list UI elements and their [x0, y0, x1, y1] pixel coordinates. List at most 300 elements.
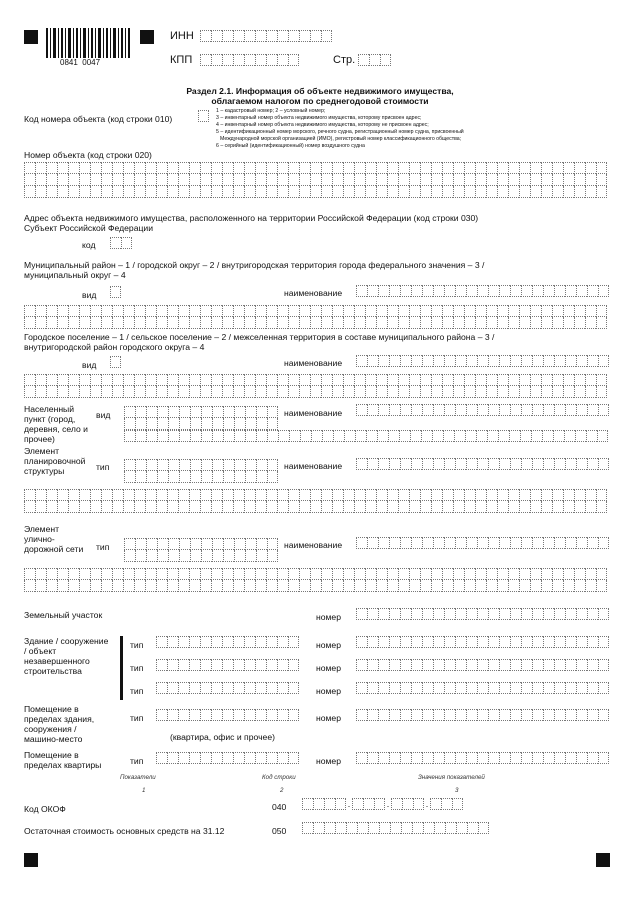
input-cell[interactable]: [409, 580, 420, 592]
input-cell[interactable]: [256, 459, 267, 471]
input-cell[interactable]: [367, 709, 378, 721]
input-cell[interactable]: [233, 186, 244, 198]
input-cell[interactable]: [389, 608, 400, 620]
input-cell[interactable]: [508, 568, 519, 580]
input-cell[interactable]: [277, 501, 288, 513]
input-cell[interactable]: [123, 174, 134, 186]
input-cell[interactable]: [453, 174, 464, 186]
input-cell[interactable]: [499, 355, 510, 367]
input-cell[interactable]: [255, 501, 266, 513]
input-cell[interactable]: [565, 537, 576, 549]
input-cell[interactable]: [189, 305, 200, 317]
input-cell[interactable]: [24, 162, 35, 174]
input-cell[interactable]: [563, 374, 574, 386]
page-field[interactable]: [358, 54, 391, 66]
planning-type-row-2[interactable]: [124, 471, 278, 483]
input-cell[interactable]: [35, 174, 46, 186]
input-cell[interactable]: [35, 580, 46, 592]
input-cell[interactable]: [532, 404, 543, 416]
input-cell[interactable]: [212, 538, 223, 550]
building-type-field-1[interactable]: [156, 636, 299, 648]
input-cell[interactable]: [508, 317, 519, 329]
input-cell[interactable]: [398, 174, 409, 186]
input-cell[interactable]: [389, 659, 400, 671]
input-cell[interactable]: [365, 162, 376, 174]
input-cell[interactable]: [332, 317, 343, 329]
input-cell[interactable]: [189, 636, 200, 648]
input-cell[interactable]: [346, 822, 357, 834]
input-cell[interactable]: [466, 355, 477, 367]
input-cell[interactable]: [565, 636, 576, 648]
input-cell[interactable]: [431, 186, 442, 198]
input-cell[interactable]: [445, 822, 456, 834]
input-cell[interactable]: [565, 355, 576, 367]
building-number-field-2[interactable]: [356, 659, 609, 671]
input-cell[interactable]: [543, 608, 554, 620]
input-cell[interactable]: [288, 752, 299, 764]
input-cell[interactable]: [288, 489, 299, 501]
input-cell[interactable]: [244, 386, 255, 398]
input-cell[interactable]: [532, 355, 543, 367]
input-cell[interactable]: [587, 458, 598, 470]
input-cell[interactable]: [35, 317, 46, 329]
input-cell[interactable]: [57, 186, 68, 198]
input-cell[interactable]: [398, 568, 409, 580]
input-cell[interactable]: [24, 568, 35, 580]
input-cell[interactable]: [543, 458, 554, 470]
input-cell[interactable]: [167, 374, 178, 386]
input-cell[interactable]: [356, 752, 367, 764]
input-cell[interactable]: [244, 636, 255, 648]
input-cell[interactable]: [475, 580, 486, 592]
input-cell[interactable]: [508, 186, 519, 198]
input-cell[interactable]: [598, 709, 609, 721]
input-cell[interactable]: [277, 174, 288, 186]
input-cell[interactable]: [519, 162, 530, 174]
input-cell[interactable]: [332, 568, 343, 580]
input-cell[interactable]: [68, 374, 79, 386]
input-cell[interactable]: [455, 636, 466, 648]
input-cell[interactable]: [234, 538, 245, 550]
input-cell[interactable]: [508, 374, 519, 386]
input-cell[interactable]: [574, 489, 585, 501]
input-cell[interactable]: [521, 608, 532, 620]
input-cell[interactable]: [585, 374, 596, 386]
input-cell[interactable]: [374, 798, 385, 810]
input-cell[interactable]: [411, 404, 422, 416]
input-cell[interactable]: [68, 501, 79, 513]
input-cell[interactable]: [466, 752, 477, 764]
input-cell[interactable]: [211, 186, 222, 198]
input-cell[interactable]: [563, 174, 574, 186]
input-cell[interactable]: [508, 386, 519, 398]
input-cell[interactable]: [409, 374, 420, 386]
input-cell[interactable]: [310, 162, 321, 174]
input-cell[interactable]: [354, 305, 365, 317]
input-cell[interactable]: [35, 501, 46, 513]
input-cell[interactable]: [365, 580, 376, 592]
input-cell[interactable]: [310, 489, 321, 501]
input-cell[interactable]: [244, 568, 255, 580]
input-cell[interactable]: [255, 162, 266, 174]
input-cell[interactable]: [400, 636, 411, 648]
input-cell[interactable]: [167, 386, 178, 398]
input-cell[interactable]: [156, 186, 167, 198]
input-cell[interactable]: [376, 386, 387, 398]
input-cell[interactable]: [365, 374, 376, 386]
object-number-row-1[interactable]: [24, 162, 607, 174]
input-cell[interactable]: [245, 459, 256, 471]
street-name-row-1[interactable]: [356, 537, 609, 549]
input-cell[interactable]: [422, 709, 433, 721]
input-cell[interactable]: [420, 374, 431, 386]
input-cell[interactable]: [543, 355, 554, 367]
input-cell[interactable]: [124, 406, 135, 418]
input-cell[interactable]: [466, 709, 477, 721]
input-cell[interactable]: [255, 317, 266, 329]
input-cell[interactable]: [145, 305, 156, 317]
input-cell[interactable]: [519, 374, 530, 386]
input-cell[interactable]: [596, 374, 607, 386]
settlement-name-row-1[interactable]: [356, 355, 609, 367]
input-cell[interactable]: [255, 682, 266, 694]
input-cell[interactable]: [233, 580, 244, 592]
input-cell[interactable]: [178, 501, 189, 513]
input-cell[interactable]: [488, 404, 499, 416]
input-cell[interactable]: [354, 489, 365, 501]
input-cell[interactable]: [596, 162, 607, 174]
input-cell[interactable]: [310, 174, 321, 186]
input-cell[interactable]: [497, 174, 508, 186]
input-cell[interactable]: [356, 608, 367, 620]
input-cell[interactable]: [266, 489, 277, 501]
input-cell[interactable]: [510, 355, 521, 367]
input-cell[interactable]: [79, 162, 90, 174]
input-cell[interactable]: [378, 636, 389, 648]
input-cell[interactable]: [475, 386, 486, 398]
input-cell[interactable]: [442, 186, 453, 198]
input-cell[interactable]: [134, 317, 145, 329]
input-cell[interactable]: [134, 186, 145, 198]
input-cell[interactable]: [157, 430, 168, 442]
input-cell[interactable]: [277, 636, 288, 648]
input-cell[interactable]: [519, 580, 530, 592]
input-cell[interactable]: [411, 659, 422, 671]
input-cell[interactable]: [310, 305, 321, 317]
input-cell[interactable]: [367, 404, 378, 416]
input-cell[interactable]: [24, 580, 35, 592]
input-cell[interactable]: [411, 709, 422, 721]
input-cell[interactable]: [365, 305, 376, 317]
input-cell[interactable]: [587, 355, 598, 367]
input-cell[interactable]: [477, 636, 488, 648]
input-cell[interactable]: [90, 305, 101, 317]
input-cell[interactable]: [244, 317, 255, 329]
input-cell[interactable]: [343, 305, 354, 317]
input-cell[interactable]: [145, 489, 156, 501]
input-cell[interactable]: [288, 580, 299, 592]
input-cell[interactable]: [156, 568, 167, 580]
input-cell[interactable]: [234, 430, 245, 442]
input-cell[interactable]: [475, 501, 486, 513]
settlement-type-field[interactable]: [110, 356, 121, 368]
input-cell[interactable]: [413, 798, 424, 810]
input-cell[interactable]: [112, 489, 123, 501]
input-cell[interactable]: [488, 636, 499, 648]
input-cell[interactable]: [422, 537, 433, 549]
input-cell[interactable]: [256, 418, 267, 430]
input-cell[interactable]: [497, 305, 508, 317]
input-cell[interactable]: [475, 374, 486, 386]
input-cell[interactable]: [245, 471, 256, 483]
input-cell[interactable]: [488, 285, 499, 297]
input-cell[interactable]: [442, 386, 453, 398]
input-cell[interactable]: [156, 752, 167, 764]
input-cell[interactable]: [201, 418, 212, 430]
input-cell[interactable]: [211, 305, 222, 317]
input-cell[interactable]: [256, 406, 267, 418]
input-cell[interactable]: [443, 430, 454, 442]
input-cell[interactable]: [464, 386, 475, 398]
input-cell[interactable]: [299, 580, 310, 592]
input-cell[interactable]: [256, 550, 267, 562]
input-cell[interactable]: [433, 608, 444, 620]
input-cell[interactable]: [376, 374, 387, 386]
input-cell[interactable]: [244, 305, 255, 317]
input-cell[interactable]: [223, 418, 234, 430]
input-cell[interactable]: [356, 537, 367, 549]
input-cell[interactable]: [145, 374, 156, 386]
input-cell[interactable]: [222, 568, 233, 580]
input-cell[interactable]: [409, 174, 420, 186]
input-cell[interactable]: [367, 752, 378, 764]
input-cell[interactable]: [585, 501, 596, 513]
input-cell[interactable]: [167, 317, 178, 329]
input-cell[interactable]: [420, 568, 431, 580]
input-cell[interactable]: [564, 430, 575, 442]
input-cell[interactable]: [200, 659, 211, 671]
input-cell[interactable]: [233, 636, 244, 648]
input-cell[interactable]: [255, 186, 266, 198]
input-cell[interactable]: [178, 659, 189, 671]
input-cell[interactable]: [146, 418, 157, 430]
input-cell[interactable]: [356, 709, 367, 721]
input-cell[interactable]: [466, 537, 477, 549]
input-cell[interactable]: [398, 580, 409, 592]
input-cell[interactable]: [552, 374, 563, 386]
input-cell[interactable]: [576, 659, 587, 671]
input-cell[interactable]: [400, 752, 411, 764]
input-cell[interactable]: [135, 406, 146, 418]
input-cell[interactable]: [167, 659, 178, 671]
input-cell[interactable]: [576, 537, 587, 549]
input-cell[interactable]: [167, 489, 178, 501]
input-cell[interactable]: [168, 418, 179, 430]
input-cell[interactable]: [464, 489, 475, 501]
input-cell[interactable]: [521, 285, 532, 297]
input-cell[interactable]: [343, 580, 354, 592]
input-cell[interactable]: [510, 752, 521, 764]
input-cell[interactable]: [510, 458, 521, 470]
input-cell[interactable]: [277, 659, 288, 671]
input-cell[interactable]: [433, 355, 444, 367]
input-cell[interactable]: [112, 501, 123, 513]
input-cell[interactable]: [277, 186, 288, 198]
input-cell[interactable]: [321, 386, 332, 398]
locality-name-row-2[interactable]: [124, 430, 608, 442]
input-cell[interactable]: [378, 752, 389, 764]
input-cell[interactable]: [541, 580, 552, 592]
input-cell[interactable]: [101, 174, 112, 186]
input-cell[interactable]: [574, 174, 585, 186]
input-cell[interactable]: [532, 659, 543, 671]
input-cell[interactable]: [398, 317, 409, 329]
input-cell[interactable]: [178, 636, 189, 648]
input-cell[interactable]: [79, 317, 90, 329]
input-cell[interactable]: [464, 374, 475, 386]
input-cell[interactable]: [190, 418, 201, 430]
input-cell[interactable]: [321, 501, 332, 513]
input-cell[interactable]: [310, 374, 321, 386]
input-cell[interactable]: [553, 430, 564, 442]
input-cell[interactable]: [189, 489, 200, 501]
input-cell[interactable]: [112, 174, 123, 186]
input-cell[interactable]: [541, 501, 552, 513]
street-name-row-3[interactable]: [24, 580, 607, 592]
input-cell[interactable]: [598, 659, 609, 671]
locality-type-row-1[interactable]: [124, 406, 278, 418]
input-cell[interactable]: [587, 404, 598, 416]
input-cell[interactable]: [245, 430, 256, 442]
input-cell[interactable]: [24, 305, 35, 317]
input-cell[interactable]: [200, 305, 211, 317]
input-cell[interactable]: [201, 459, 212, 471]
input-cell[interactable]: [233, 568, 244, 580]
input-cell[interactable]: [90, 162, 101, 174]
input-cell[interactable]: [179, 430, 190, 442]
input-cell[interactable]: [68, 568, 79, 580]
input-cell[interactable]: [212, 418, 223, 430]
input-cell[interactable]: [574, 317, 585, 329]
input-cell[interactable]: [453, 501, 464, 513]
input-cell[interactable]: [277, 752, 288, 764]
input-cell[interactable]: [57, 162, 68, 174]
input-cell[interactable]: [68, 162, 79, 174]
input-cell[interactable]: [146, 430, 157, 442]
input-cell[interactable]: [365, 568, 376, 580]
input-cell[interactable]: [596, 186, 607, 198]
input-cell[interactable]: [343, 501, 354, 513]
input-cell[interactable]: [222, 580, 233, 592]
input-cell[interactable]: [398, 374, 409, 386]
input-cell[interactable]: [552, 162, 563, 174]
input-cell[interactable]: [178, 317, 189, 329]
input-cell[interactable]: [179, 418, 190, 430]
input-cell[interactable]: [201, 430, 212, 442]
input-cell[interactable]: [90, 317, 101, 329]
input-cell[interactable]: [124, 459, 135, 471]
input-cell[interactable]: [157, 550, 168, 562]
input-cell[interactable]: [488, 537, 499, 549]
input-cell[interactable]: [356, 404, 367, 416]
input-cell[interactable]: [422, 404, 433, 416]
input-cell[interactable]: [400, 659, 411, 671]
input-cell[interactable]: [233, 305, 244, 317]
input-cell[interactable]: [201, 406, 212, 418]
input-cell[interactable]: [409, 501, 420, 513]
input-cell[interactable]: [433, 458, 444, 470]
input-cell[interactable]: [200, 752, 211, 764]
input-cell[interactable]: [57, 317, 68, 329]
input-cell[interactable]: [222, 317, 233, 329]
input-cell[interactable]: [389, 709, 400, 721]
input-cell[interactable]: [530, 305, 541, 317]
input-cell[interactable]: [234, 550, 245, 562]
input-cell[interactable]: [543, 682, 554, 694]
input-cell[interactable]: [178, 186, 189, 198]
input-cell[interactable]: [442, 580, 453, 592]
input-cell[interactable]: [355, 430, 366, 442]
input-cell[interactable]: [508, 489, 519, 501]
input-cell[interactable]: [101, 568, 112, 580]
input-cell[interactable]: [157, 418, 168, 430]
input-cell[interactable]: [389, 285, 400, 297]
input-cell[interactable]: [289, 430, 300, 442]
input-cell[interactable]: [123, 317, 134, 329]
input-cell[interactable]: [389, 636, 400, 648]
input-cell[interactable]: [101, 162, 112, 174]
input-cell[interactable]: [597, 430, 608, 442]
input-cell[interactable]: [378, 285, 389, 297]
input-cell[interactable]: [554, 709, 565, 721]
input-cell[interactable]: [157, 471, 168, 483]
input-cell[interactable]: [288, 174, 299, 186]
input-cell[interactable]: [178, 174, 189, 186]
planning-name-row-1[interactable]: [356, 458, 609, 470]
input-cell[interactable]: [585, 162, 596, 174]
input-cell[interactable]: [222, 636, 233, 648]
input-cell[interactable]: [211, 174, 222, 186]
input-cell[interactable]: [390, 822, 401, 834]
input-cell[interactable]: [433, 285, 444, 297]
input-cell[interactable]: [409, 489, 420, 501]
input-cell[interactable]: [35, 374, 46, 386]
input-cell[interactable]: [233, 752, 244, 764]
input-cell[interactable]: [530, 317, 541, 329]
input-cell[interactable]: [266, 374, 277, 386]
input-cell[interactable]: [365, 174, 376, 186]
input-cell[interactable]: [389, 682, 400, 694]
input-cell[interactable]: [124, 550, 135, 562]
input-cell[interactable]: [233, 709, 244, 721]
input-cell[interactable]: [332, 489, 343, 501]
input-cell[interactable]: [464, 186, 475, 198]
input-cell[interactable]: [563, 489, 574, 501]
input-cell[interactable]: [299, 386, 310, 398]
input-cell[interactable]: [233, 386, 244, 398]
input-cell[interactable]: [178, 580, 189, 592]
input-cell[interactable]: [499, 458, 510, 470]
input-cell[interactable]: [585, 489, 596, 501]
input-cell[interactable]: [134, 580, 145, 592]
input-cell[interactable]: [190, 459, 201, 471]
input-cell[interactable]: [57, 568, 68, 580]
input-cell[interactable]: [101, 317, 112, 329]
input-cell[interactable]: [466, 682, 477, 694]
input-cell[interactable]: [24, 174, 35, 186]
input-cell[interactable]: [157, 406, 168, 418]
input-cell[interactable]: [321, 580, 332, 592]
